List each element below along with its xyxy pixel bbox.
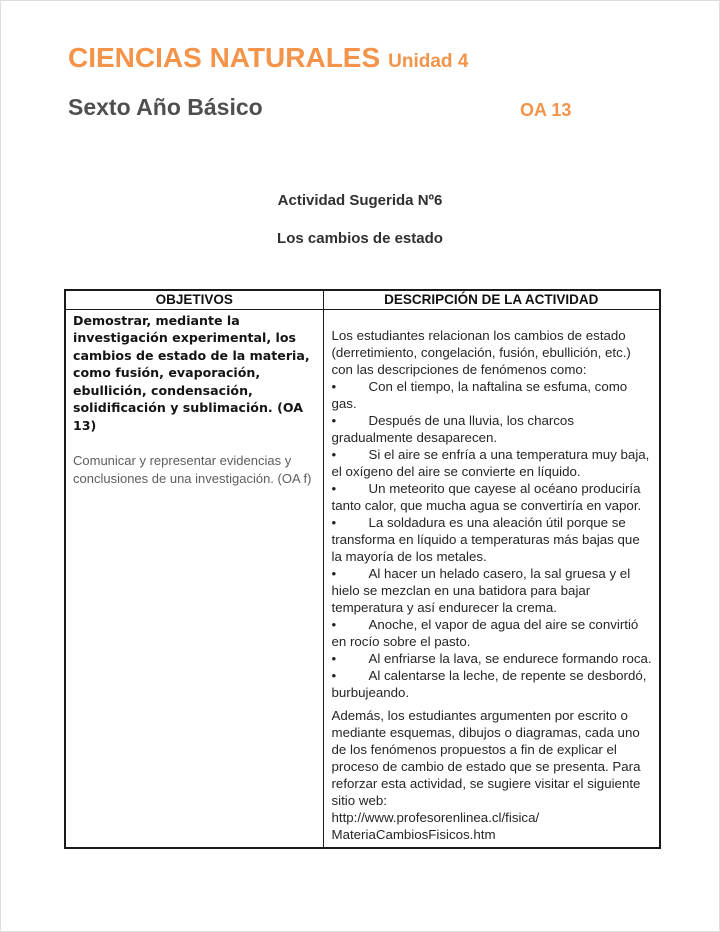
bullet-item xyxy=(332,514,654,565)
bullet-item xyxy=(332,412,654,446)
website-url-line1: http://www.profesorenlinea.cl/fisica/ xyxy=(331,809,540,825)
bullet-item xyxy=(332,616,654,650)
bullet-text: Un meteorito que cayese al océano produciría tanto calor, que mucha agua se convertiría en vapor. xyxy=(331,480,642,513)
bullet-text: La soldadura es una aleación útil porque se transforma en líquido a temperaturas más bajas que la mayoría de los metales. xyxy=(331,514,640,564)
page-title xyxy=(68,42,468,74)
description-intro: Los estudiantes relacionan los cambios de estado (derretimiento, congelación, fusión, ebullición, etc.) con las descripciones de fenómenos como: xyxy=(331,327,631,377)
bullet-item xyxy=(332,565,654,616)
bullet-icon: • xyxy=(331,446,337,462)
unit-label: Unidad 4 xyxy=(388,51,469,72)
objective-secondary-text: Comunicar y representar evidencias y conclusiones de una investigación. (OA f) xyxy=(73,453,312,486)
bullet-icon: • xyxy=(331,412,337,428)
bullet-text: Si el aire se enfría a una temperatura muy baja, el oxígeno del aire se convierte en líquido. xyxy=(331,446,650,479)
activity-title: Actividad Sugerida Nº6 xyxy=(277,192,443,209)
bullet-text: Después de una lluvia, los charcos gradualmente desaparecen. xyxy=(331,412,574,445)
course-title: CIENCIAS NATURALES xyxy=(68,42,381,73)
oa-badge: OA 13 xyxy=(520,100,572,120)
table-header-row xyxy=(65,290,660,309)
website-url-line2: MateriaCambiosFisicos.htm xyxy=(331,826,496,842)
subtitle-row xyxy=(68,94,592,121)
bullet-icon: • xyxy=(331,514,337,530)
bullet-item xyxy=(332,667,654,701)
bullet-text: Con el tiempo, la naftalina se esfuma, como gas. xyxy=(331,378,628,411)
bullet-icon: • xyxy=(331,616,337,632)
bullet-text: Al hacer un helado casero, la sal gruesa y el hielo se mezclan en una batidora para bajar temperatura y así endurecer la crema. xyxy=(331,565,631,615)
bullet-text: Al calentarse la leche, de repente se desbordó, burbujeando. xyxy=(331,667,647,700)
description-header: DESCRIPCIÓN DE LA ACTIVIDAD xyxy=(323,290,660,309)
bullet-icon: • xyxy=(331,667,337,683)
bullet-icon: • xyxy=(331,378,337,394)
table-body-row xyxy=(65,309,660,848)
bullet-icon: • xyxy=(331,565,337,581)
objectives-cell xyxy=(65,309,323,848)
bullet-item xyxy=(332,480,654,514)
activity-table xyxy=(64,289,661,849)
bullet-icon: • xyxy=(331,650,337,666)
bullet-text: Anoche, el vapor de agua del aire se convirtió en rocío sobre el pasto. xyxy=(331,616,639,649)
description-cell xyxy=(323,309,660,848)
activity-subtitle: Los cambios de estado xyxy=(277,230,443,247)
bullet-text: Al enfriarse la lava, se endurece formando roca. xyxy=(368,650,652,666)
grade-subtitle: Sexto Año Básico xyxy=(68,94,263,120)
description-closing: Además, los estudiantes argumenten por escrito o mediante esquemas, dibujos o diagramas, cada uno de los fenómenos propuestos a fin de explicar el proceso de cambio de estado que se presenta. Para reforzar esta actividad, se sugiere visitar el siguiente sitio web: xyxy=(331,707,641,808)
bullet-icon: • xyxy=(331,480,337,496)
bullet-item xyxy=(332,446,654,480)
bullet-item xyxy=(332,378,654,412)
bullet-item xyxy=(332,650,654,667)
objectives-header: OBJETIVOS xyxy=(65,290,323,309)
objective-main-text: Demostrar, mediante la investigación experimental, los cambios de estado de la materia, como fusión, evaporación, ebullición, condensación, solidificación y sublimación. (OA 13) xyxy=(73,312,310,433)
